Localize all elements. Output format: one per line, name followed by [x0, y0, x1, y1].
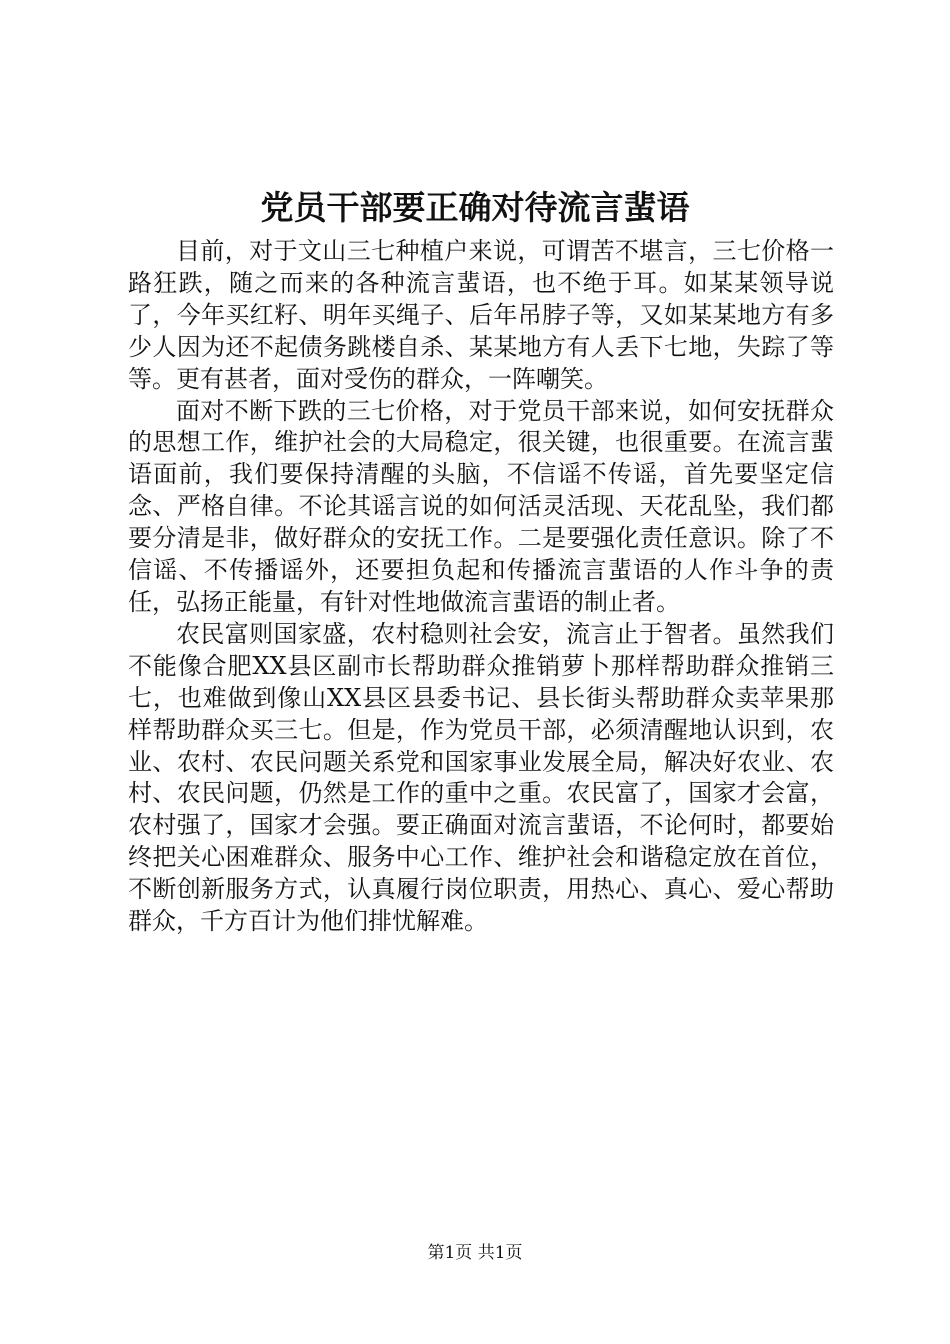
paragraph-2: 面对不断下跌的三七价格，对于党员干部来说，如何安抚群众的思想工作，维护社会的大局稳定，很关键，也很重要。在流言蜚语面前，我们要保持清醒的头脑，不信谣不传谣，首先要坚定信念、严格自律。不论其谣言说的如何活灵活现、天花乱坠，我们都要分清是非，做好群众的安抚工作。二是要强化责任意识。除了不信谣、不传播谣外，还要担负起和传播流言蜚语的人作斗争的责任，弘扬正能量，有针对性地做流言蜚语的制止者。 [128, 396, 834, 616]
page-footer [0, 1241, 950, 1265]
document-title: 党员干部要正确对待流言蜚语 [260, 188, 690, 227]
document-body [128, 236, 834, 938]
paragraph-1: 目前，对于文山三七种植户来说，可谓苦不堪言，三七价格一路狂跌，随之而来的各种流言蜚语，也不绝于耳。如某某领导说了，今年买红籽、明年买绳子、后年吊脖子等，又如某某地方有多少人因为还不起债务跳楼自杀、某某地方有人丢下七地，失踪了等等。更有甚者，面对受伤的群众，一阵嘲笑。 [128, 237, 834, 393]
page-number: 第1页 [427, 1243, 473, 1263]
paragraph-3: 农民富则国家盛，农村稳则社会安，流言止于智者。虽然我们不能像合肥XX县区副市长帮助群众推销萝卜那样帮助群众推销三七，也难做到像山XX县区县委书记、县长街头帮助群众卖苹果那样帮助群众买三七。但是，作为党员干部，必须清醒地认识到，农业、农村、农民问题关系党和国家事业发展全局，解决好农业、农村、农民问题，仍然是工作的重中之重。农民富了，国家才会富，农村强了，国家才会强。要正确面对流言蜚语，不论何时，都要始终把关心困难群众、服务中心工作、维护社会和谐稳定放在首位，不断创新服务方式，认真履行岗位职责，用热心、真心、爱心帮助群众，千方百计为他们排忧解难。 [128, 619, 834, 936]
page-total: 共1页 [477, 1243, 523, 1263]
